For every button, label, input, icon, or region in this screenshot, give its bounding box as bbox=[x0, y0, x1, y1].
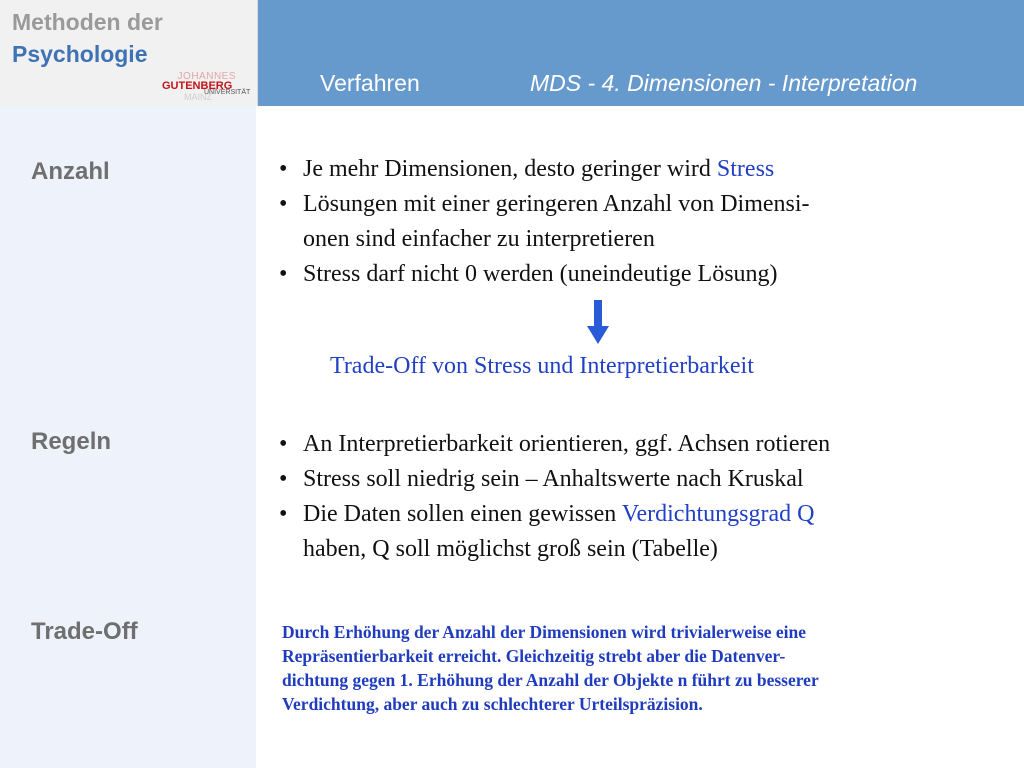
anzahl-conclusion: Trade-Off von Stress und Interpretierbarkeit bbox=[330, 353, 754, 379]
anzahl-bullet-1-highlight: Stress bbox=[716, 156, 775, 182]
sidebar-label-regeln: Regeln bbox=[31, 428, 112, 455]
down-arrow-icon bbox=[587, 300, 609, 344]
course-title-line2: Psychologie bbox=[12, 41, 148, 67]
regeln-bullet-3 bbox=[278, 497, 830, 567]
regeln-bullet-3-highlight: Verdichtungsgrad Q bbox=[621, 501, 815, 527]
university-logo-universitaet: UNIVERSITÄT bbox=[204, 89, 251, 96]
header-band bbox=[258, 0, 1024, 106]
anzahl-bullet-2-line2: onen sind einfacher zu interpretieren bbox=[303, 226, 655, 252]
regeln-bullet-1-text: An Interpretierbarkeit orientieren, ggf. Achsen rotieren bbox=[303, 431, 831, 457]
university-logo bbox=[160, 72, 250, 102]
regeln-bullet-2-text: Stress soll niedrig sein – Anhaltswerte nach Kruskal bbox=[303, 466, 804, 492]
regeln-bullet-list bbox=[278, 427, 830, 567]
tradeoff-summary-line1: Durch Erhöhung der Anzahl der Dimensionen wird trivialerweise eine bbox=[282, 622, 807, 642]
regeln-bullet-3-line2: haben, Q soll möglichst groß sein (Tabelle) bbox=[303, 536, 718, 562]
anzahl-bullet-2 bbox=[278, 187, 810, 257]
university-logo-gutenberg: GUTENBERG bbox=[162, 80, 233, 92]
anzahl-bullet-2-line1: Lösungen mit einer geringeren Anzahl von Dimensi- bbox=[303, 191, 810, 217]
anzahl-bullet-3-text: Stress darf nicht 0 werden (uneindeutige Lösung) bbox=[303, 261, 778, 287]
anzahl-bullet-3 bbox=[278, 257, 810, 292]
anzahl-bullet-1-text: Je mehr Dimensionen, desto geringer wird bbox=[303, 156, 717, 182]
university-logo-johannes: JOHANNES bbox=[177, 71, 236, 82]
regeln-bullet-2 bbox=[278, 462, 830, 497]
course-title-line1: Methoden der bbox=[12, 9, 163, 35]
course-logo bbox=[0, 0, 258, 106]
regeln-bullet-3-text: Die Daten sollen einen gewissen bbox=[303, 501, 622, 527]
tradeoff-summary bbox=[282, 620, 962, 716]
tradeoff-summary-line3: dichtung gegen 1. Erhöhung der Anzahl der Objekte n führt zu besserer bbox=[282, 670, 819, 690]
sidebar bbox=[0, 106, 256, 768]
tradeoff-summary-line2: Repräsentierbarkeit erreicht. Gleichzeitig strebt aber die Datenver- bbox=[282, 646, 786, 666]
regeln-bullet-1 bbox=[278, 427, 830, 462]
header-section-title: Verfahren bbox=[320, 70, 420, 96]
header-topic-title: MDS - 4. Dimensionen - Interpretation bbox=[530, 70, 918, 96]
tradeoff-summary-line4: Verdichtung, aber auch zu schlechterer Urteilspräzision. bbox=[282, 694, 703, 714]
anzahl-bullet-1 bbox=[278, 152, 810, 187]
sidebar-label-tradeoff: Trade-Off bbox=[31, 618, 138, 645]
sidebar-label-anzahl: Anzahl bbox=[31, 158, 110, 185]
anzahl-bullet-list bbox=[278, 152, 810, 292]
university-logo-mainz: MAINZ bbox=[184, 92, 212, 102]
